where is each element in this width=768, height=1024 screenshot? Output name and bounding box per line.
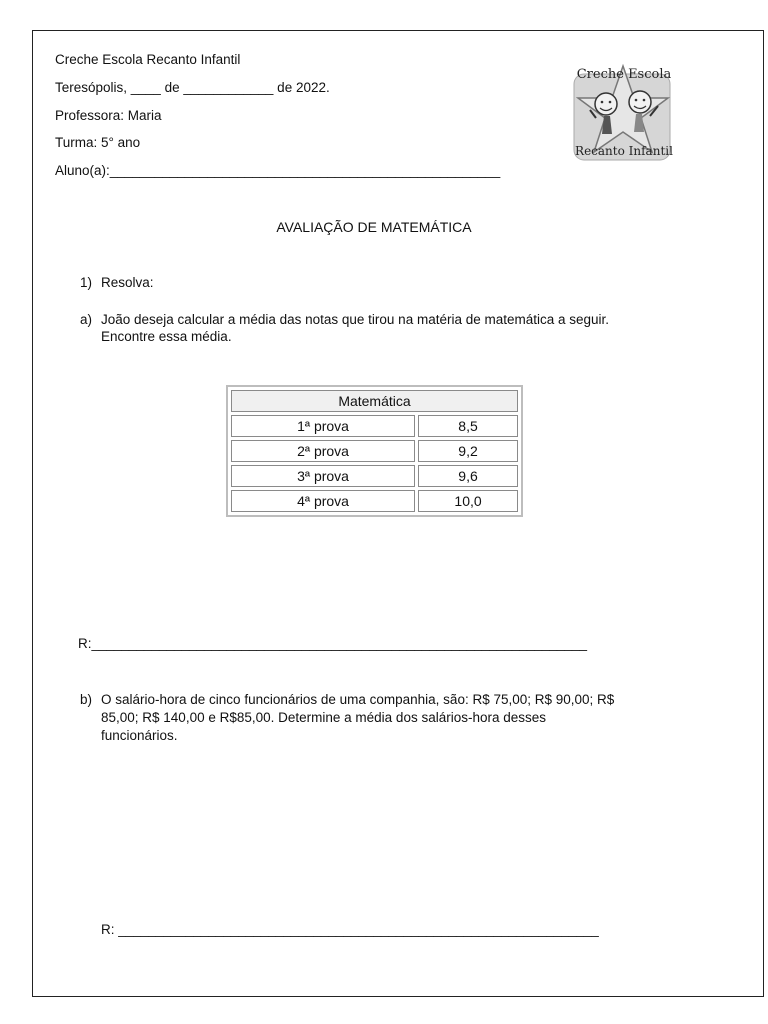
grade-value-cell: 9,2 — [418, 440, 518, 462]
table-row — [231, 490, 518, 512]
student-name-line: Aluno(a):____________________________________________________ — [55, 163, 501, 178]
answer-b-line: R: ________________________________________________________________ — [101, 922, 599, 937]
item-a-marker: a) — [80, 312, 93, 327]
exam-label-cell: 1ª prova — [231, 415, 415, 437]
item-b-marker: b) — [80, 692, 93, 707]
grades-table-header: Matemática — [231, 390, 518, 412]
class-line: Turma: 5° ano — [55, 135, 141, 150]
grade-value-cell: 8,5 — [418, 415, 518, 437]
exam-title: AVALIAÇÃO DE MATEMÁTICA — [276, 219, 472, 235]
grade-value-cell: 10,0 — [418, 490, 518, 512]
question-1-label: Resolva: — [101, 275, 154, 290]
logo-top-text: Creche Escola — [576, 67, 672, 82]
item-b-text-line-3: funcionários. — [101, 728, 178, 743]
item-a-text-line-1: João deseja calcular a média das notas que tirou na matéria de matemática a seguir. — [101, 312, 610, 327]
table-row — [231, 440, 518, 462]
table-row — [231, 415, 518, 437]
logo-bottom-text: Recanto Infantil — [575, 144, 673, 158]
item-a-text-line-2: Encontre essa média. — [101, 329, 232, 344]
answer-a-line: R:__________________________________________________________________ — [78, 636, 588, 651]
table-row — [231, 465, 518, 487]
grade-value-cell: 9,6 — [418, 465, 518, 487]
exam-label-cell: 2ª prova — [231, 440, 415, 462]
teacher-line: Professora: Maria — [55, 108, 162, 123]
exam-label-cell: 3ª prova — [231, 465, 415, 487]
exam-label-cell: 4ª prova — [231, 490, 415, 512]
grades-table — [226, 385, 523, 517]
city-date-line: Teresópolis, ____ de ____________ de 2022. — [55, 80, 330, 95]
school-logo — [564, 60, 682, 162]
item-b-text-line-1: O salário-hora de cinco funcionários de uma companhia, são: R$ 75,00; R$ 90,00; R$ — [101, 692, 615, 707]
school-name: Creche Escola Recanto Infantil — [55, 52, 241, 67]
grades-table-header-row — [231, 390, 518, 412]
item-b-text-line-2: 85,00; R$ 140,00 e R$85,00. Determine a média dos salários-hora desses — [101, 710, 547, 725]
question-1-number: 1) — [80, 275, 93, 290]
